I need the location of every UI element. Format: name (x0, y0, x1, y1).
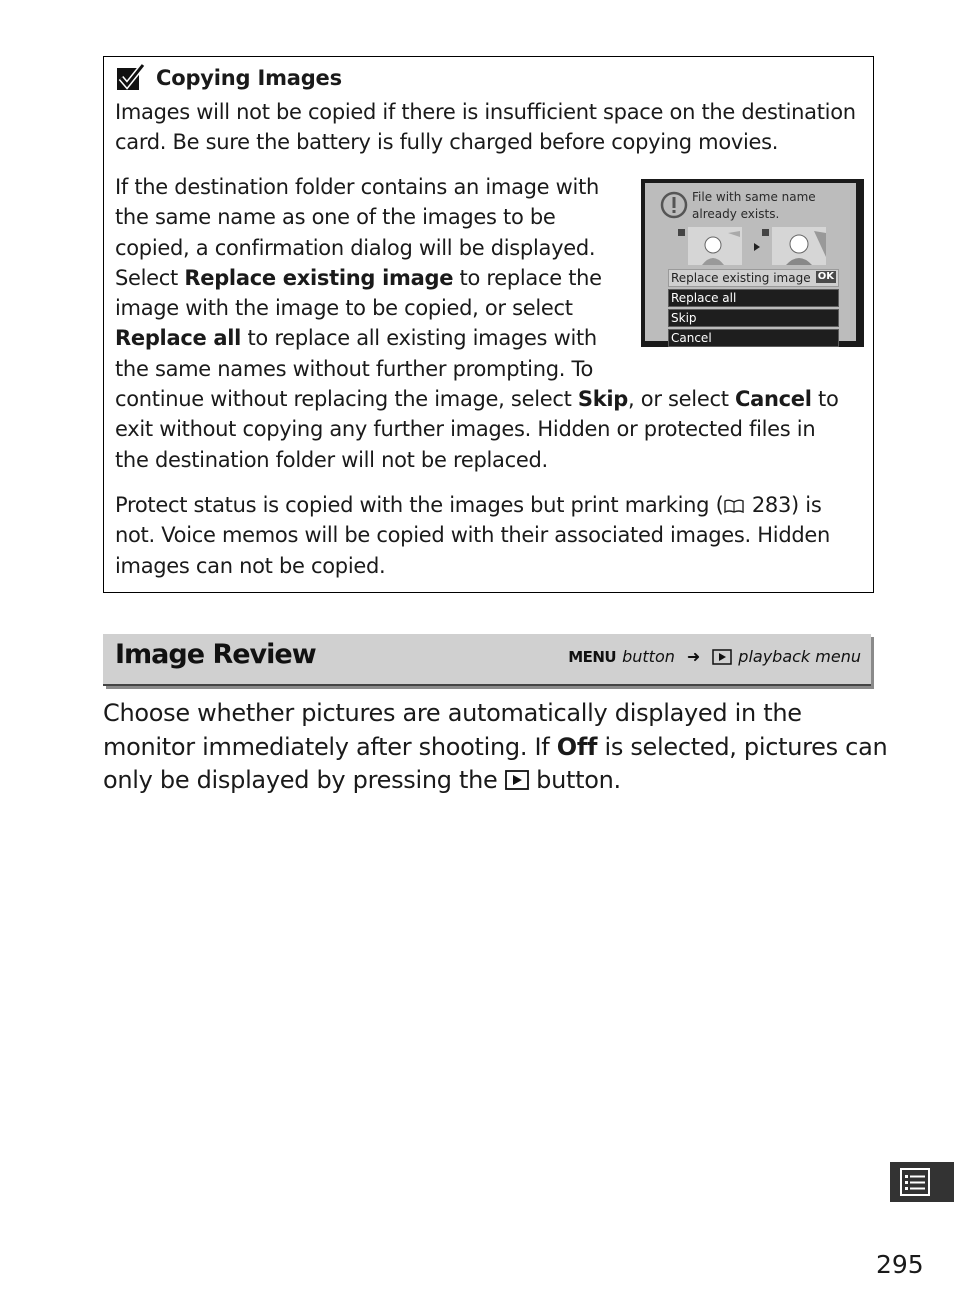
alert-icon (660, 191, 688, 219)
option-replace-all[interactable]: Replace all (668, 289, 839, 307)
page-number: 295 (876, 1250, 924, 1279)
image-review-description: Choose whether pictures are automatically displayed in the monitor immediately after shooting. If Off is selected, pictures can only be displayed by pressing the button. (103, 699, 888, 794)
book-reference-icon (723, 499, 745, 513)
note-paragraph-protect: Protect status is copied with the images but print marking ( 283) is not. Voice memos will be copied with their associated images. Hidden images can not be copied. (115, 493, 831, 578)
copying-images-note (103, 56, 874, 593)
ok-badge: OK (817, 271, 834, 282)
arrow-right-icon: ➜ (686, 647, 701, 666)
dialog-options (668, 269, 839, 349)
menu-list-icon (900, 1168, 930, 1196)
menu-path: MENU button ➜ playback menu (568, 647, 861, 666)
term-replace-existing: Replace existing image (184, 265, 454, 290)
option-replace-existing[interactable]: Replace existing image OK (668, 269, 839, 287)
menu-key-label: MENU (568, 647, 617, 666)
term-replace-all: Replace all (115, 326, 242, 351)
option-skip[interactable]: Skip (668, 309, 839, 327)
note-paragraph-overwrite: If the destination folder contains an image with the same name as one of the images to be copied, a confirmation dialog will be displayed. Select Replace existing image to replace the image with the image to be copied, or select Replace all to replace all existing images with the same names without further prompting. To continue without replacing the image, select Skip, or select Cancel to exit without copying any further images. Hidden or protected files in the destination folder will not be replaced. (115, 175, 839, 472)
option-cancel[interactable]: Cancel (668, 329, 839, 347)
term-skip: Skip (577, 387, 629, 412)
playback-icon (712, 649, 732, 665)
note-paragraph-space: Images will not be copied if there is insufficient space on the destination card. Be sure the battery is fully charged before copying movies. (115, 100, 856, 155)
menu-section-tab (890, 1162, 954, 1202)
image-thumbnails-icon (678, 227, 828, 267)
overwrite-dialog-screenshot (641, 179, 864, 347)
checkmark-icon (116, 63, 146, 93)
term-off: Off (556, 732, 598, 761)
image-review-heading-bar (103, 634, 871, 686)
note-title: Copying Images (156, 66, 342, 90)
term-cancel: Cancel (735, 387, 812, 412)
section-title: Image Review (115, 639, 316, 670)
dialog-message: File with same name already exists. (692, 190, 816, 221)
playback-button-icon (505, 770, 529, 790)
note-heading (116, 63, 342, 93)
